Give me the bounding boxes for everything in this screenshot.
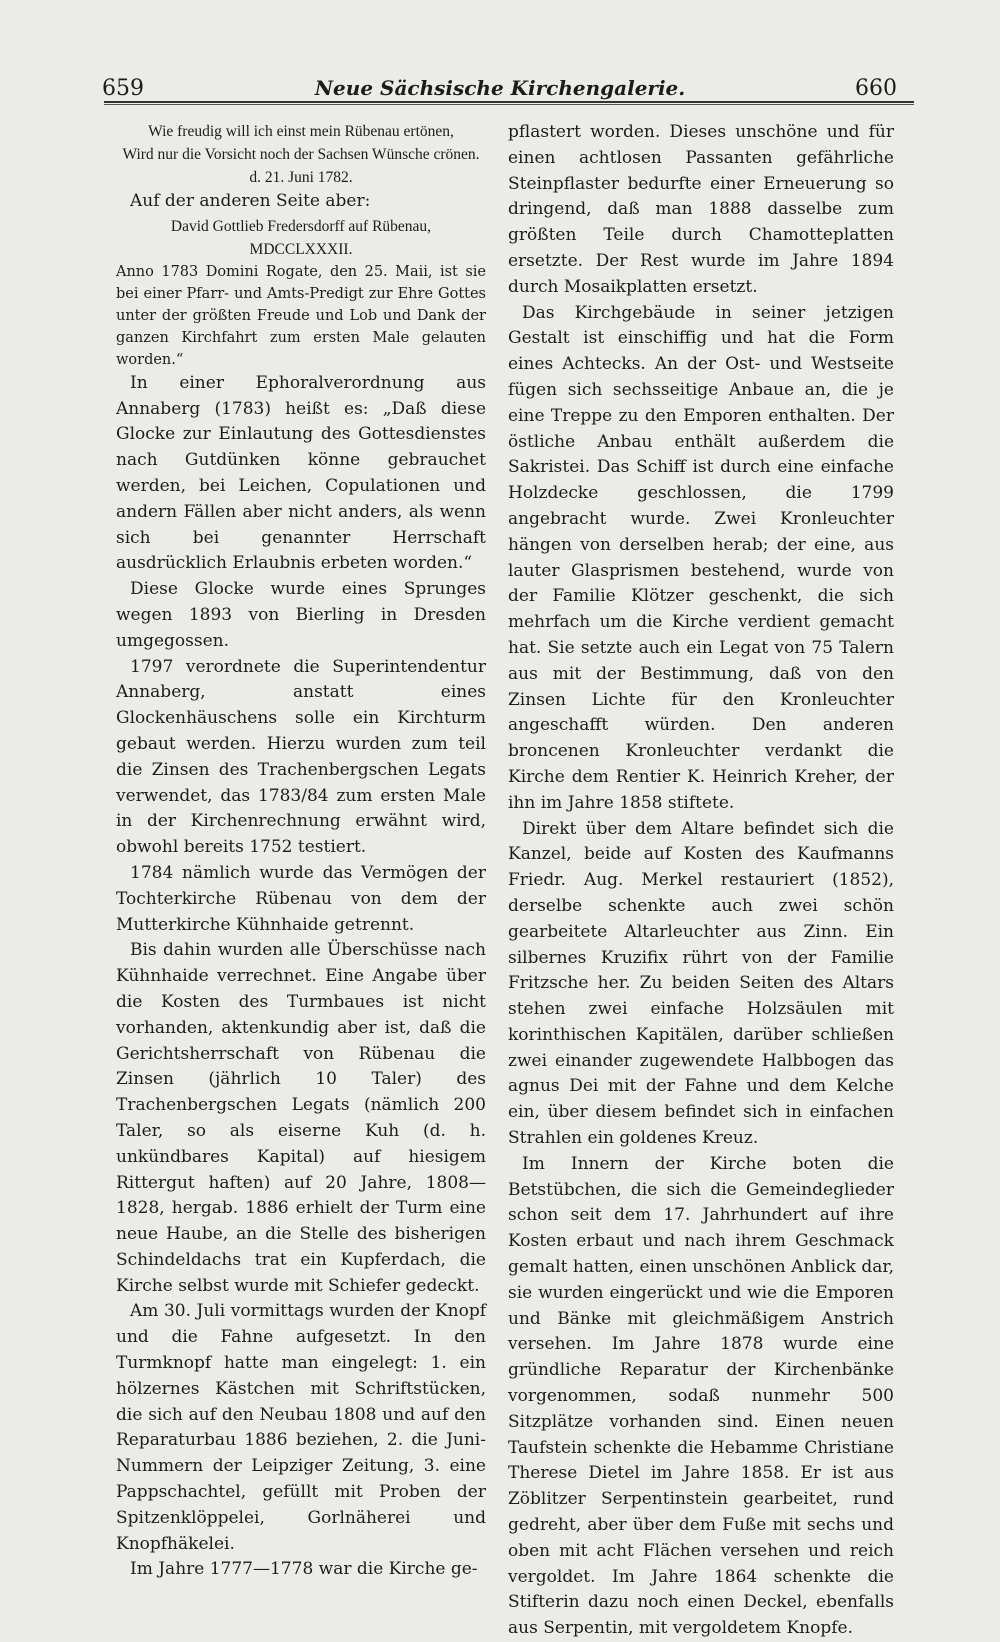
- anno-paragraph: Anno 1783 Domini Rogate, den 25. Maii, ist sie bei einer Pfarr- und Amts-Predigt zur Ehre Gottes unter der größten Freude und Lob und Dank der ganzen Kirchfahrt zum ersten Male gelauten worden.“: [116, 263, 486, 368]
- right-column: [508, 120, 894, 1639]
- paragraph: Das Kirchgebäude in seiner jetzigen Gestalt ist einschiffig und hat die Form eines Achtecks. An der Ost- und Westseite fügen sich sechsseitige Anbaue an, die je eine Treppe zu den Emporen enthalten. Der östliche Anbau enthält außerdem die Sakristei. Das Schiff ist durch eine einfache Holzdecke geschlossen, die 1799 angebracht wurde. Zwei Kronleuchter hängen von derselben herab; der eine, aus lauter Glasprismen bestehend, wurde von der Familie Klötzer geschenkt, die sich mehrfach um die Kirche verdient gemacht hat. Sie setzte auch ein Legat von 75 Talern aus mit der Bestimmung, daß von den Zinsen Lichte für den Kronleuchter angeschafft würden. Den anderen broncenen Kronleuchter verdankt die Kirche dem Rentier K. Heinrich Kreher, der ihn im Jahre 1858 stiftete.: [508, 302, 894, 813]
- running-header: [0, 0, 1000, 110]
- running-title: Neue Sächsische Kirchengalerie.: [314, 76, 686, 100]
- verse-line: Wie freudig will ich einst mein Rübenau ertönen,: [148, 123, 454, 140]
- paragraph: In einer Ephoralverordnung aus Annaberg (1783) heißt es: „Daß diese Glocke zur Einlautung des Gottesdienstes nach Gutdünken könne gebrauchet werden, bei Leichen, Copulationen und andern Fällen aber nicht anders, als wenn sich bei genannter Herrschaft ausdrücklich Erlaubnis erbeten worden.“: [116, 372, 486, 574]
- inscription-line: David Gottlieb Fredersdorff auf Rübenau,: [170, 217, 432, 235]
- paragraph: 1797 verordnete die Superintendentur Annaberg, anstatt eines Glockenhäuschens solle ein Kirchturm gebaut werden. Hierzu wurden zum teil die Zinsen des Trachenbergschen Legats verwendet, das 1783/84 zum ersten Male in der Kirchenrechnung erwähnt wird, obwohl bereits 1752 testiert.: [116, 656, 486, 858]
- header-rule-thin: [104, 104, 914, 105]
- verse-date: d. 21. Juni 1782.: [249, 169, 353, 186]
- paragraph: Im Innern der Kirche boten die Betstübchen, die sich die Gemeindeglieder schon seit dem 17. Jahrhundert auf ihre Kosten erbaut und nach ihrem Geschmack gemalt hatten, einen unschönen Anblick dar, sie wurden eingerückt und wie die Emporen und Bänke mit gleichmäßigem Anstrich versehen. Im Jahre 1878 wurde eine gründliche Reparatur der Kirchenbänke vorgenommen, sodaß nunmehr 500 Sitzplätze vorhanden sind. Einen neuen Taufstein schenkte die Hebamme Christiane Therese Dietel im Jahre 1858. Er ist aus Zöblitzer Serpentinstein gearbeitet, rund gedreht, aber über dem Fuße mit sechs und oben mit acht Flächen versehen und reich vergoldet. Im Jahre 1864 schenkte die Stifterin dazu noch einen Deckel, ebenfalls aus Serpentin, mit vergoldetem Knopfe.: [508, 1153, 894, 1639]
- paragraph: Diese Glocke wurde eines Sprunges wegen 1893 von Bierling in Dresden umgegossen.: [116, 579, 486, 651]
- bell-inscription-verse: [116, 120, 486, 189]
- paragraph: Direkt über dem Altare befindet sich die Kanzel, beide auf Kosten des Kaufmanns Friedr. Aug. Merkel restauriert (1852), derselbe schenkte auch zwei schön gearbeitete Altarleuchter aus Zinn. Ein silbernes Kruzifix rührt von der Familie Fritzsche her. Zu beiden Seiten des Altars stehen zwei einfache Holzsäulen mit korinthischen Kapitälen, darüber schließen zwei einander zugewendete Halbbogen das agnus Dei mit der Fahne und dem Kelche ein, über diesem befindet sich in einfachen Strahlen ein goldenes Kreuz.: [508, 818, 894, 1149]
- paragraph: pflastert worden. Dieses unschöne und für einen achtlosen Passanten gefährliche Steinpflaster bedurfte einer Erneuerung so dringend, daß man 1888 dasselbe zum größten Teile durch Chamotteplatten ersetzte. Der Rest wurde im Jahre 1894 durch Mosaikplatten ersetzt.: [508, 122, 894, 297]
- right-page-number: 660: [855, 76, 897, 101]
- inscription-year: MDCCLXXXII.: [249, 240, 353, 258]
- paragraph: Bis dahin wurden alle Überschüsse nach Kühnhaide verrechnet. Eine Angabe über die Kosten des Turmbaues ist nicht vorhanden, aktenkundig aber ist, daß die Gerichtsherrschaft von Rübenau die Zinsen (jährlich 10 Taler) des Trachenbergschen Legats (nämlich 200 Taler, so als eiserne Kuh (d. h. unkündbares Kapital) auf hiesigem Rittergut haften) auf 20 Jahre, 1808—1828, hergab. 1886 erhielt der Turm eine neue Haube, an die Stelle des bisherigen Schindeldachs trat ein Kupferdach, die Kirche selbst wurde mit Schiefer gedeckt.: [116, 940, 486, 1296]
- paragraph: 1784 nämlich wurde das Vermögen der Tochterkirche Rübenau von dem der Mutterkirche Kühnhaide getrennt.: [116, 862, 486, 935]
- paragraph: Im Jahre 1777—1778 war die Kirche ge-: [130, 1559, 478, 1580]
- other-side-intro: Auf der anderen Seite aber:: [130, 191, 371, 211]
- verse-line: Wird nur die Vorsicht noch der Sachsen Wünsche crönen.: [122, 146, 480, 163]
- left-column: [116, 120, 486, 1580]
- header-rule: [104, 101, 914, 103]
- left-page-number: 659: [102, 76, 144, 101]
- paragraph: Am 30. Juli vormittags wurden der Knopf und die Fahne aufgesetzt. In den Turmknopf hatte man eingelegt: 1. ein hölzernes Kästchen mit Schriftstücken, die sich auf den Neubau 1808 und auf den Reparaturbau 1886 beziehen, 2. die Juni-Nummern der Leipziger Zeitung, 3. eine Pappschachtel, gefüllt mit Proben der Spitzenklöppelei, Gorlnäherei und Knopfhäkelei.: [116, 1301, 486, 1554]
